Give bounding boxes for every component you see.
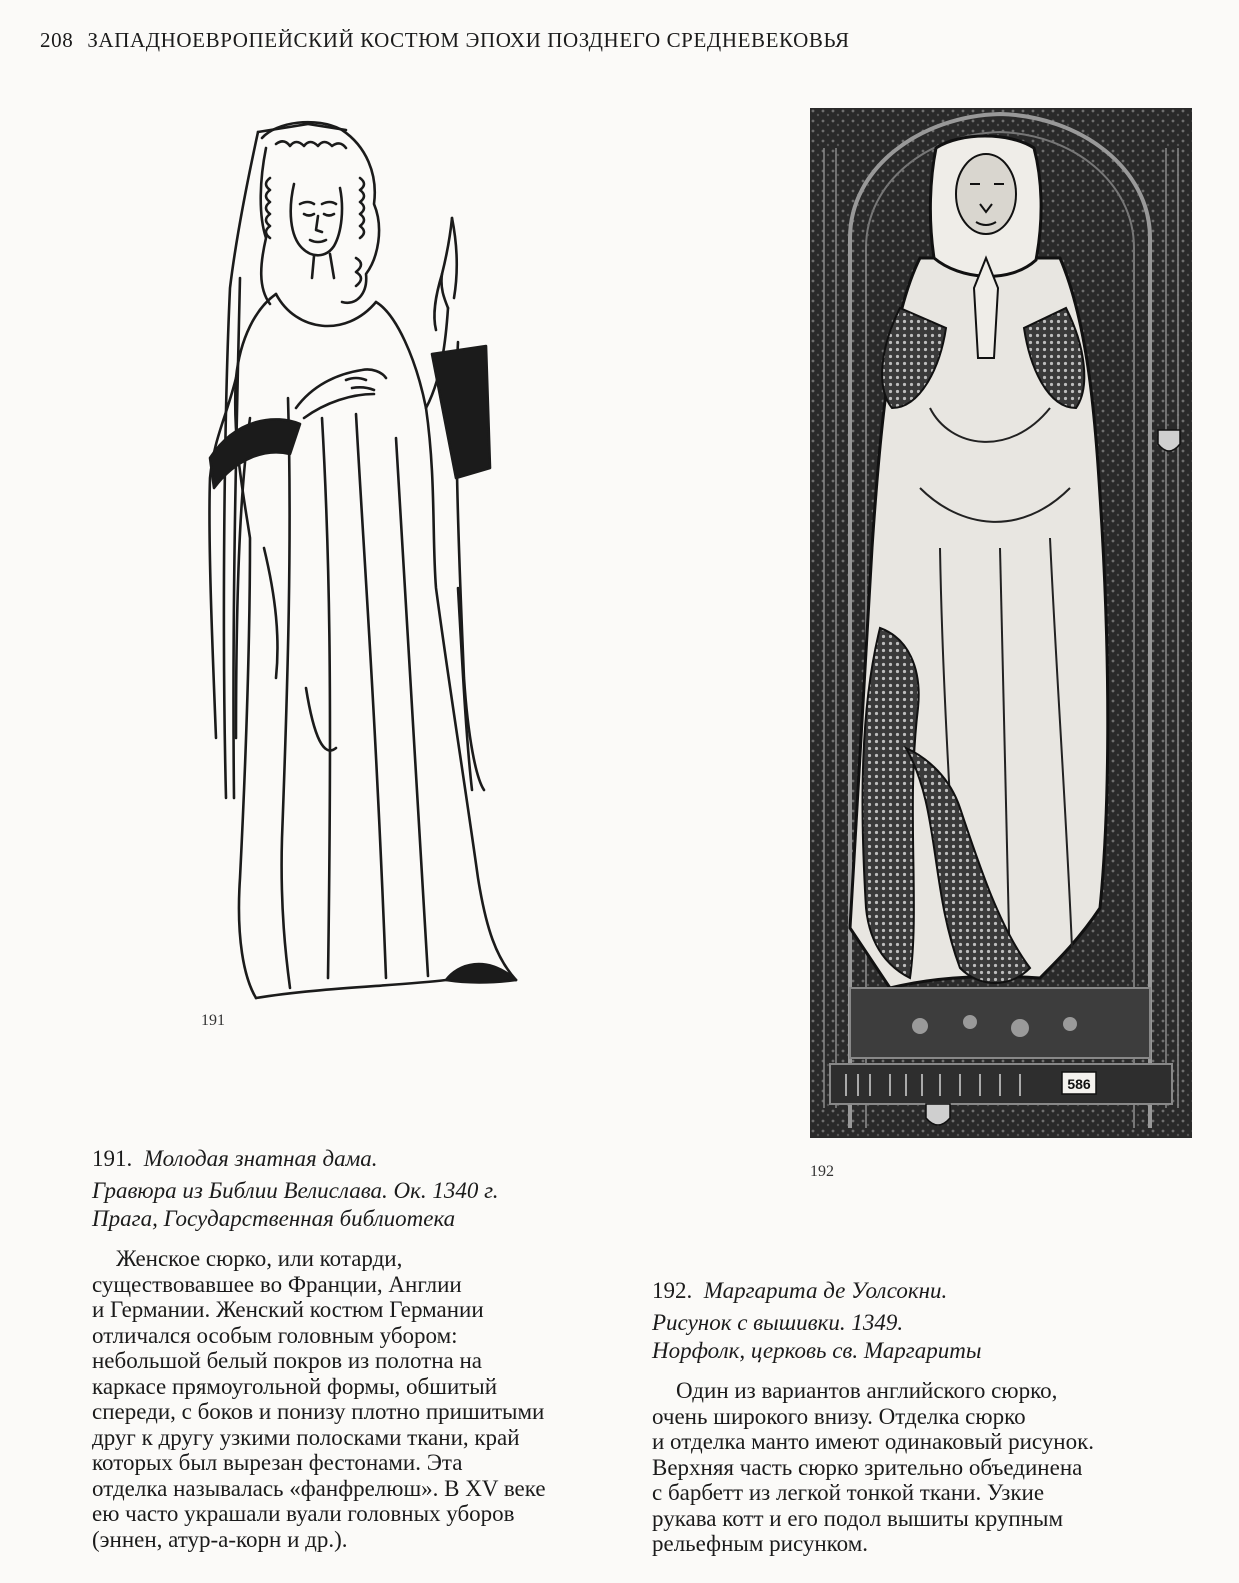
text-192-line: очень широкого внизу. Отделка сюрко <box>652 1403 1026 1429</box>
text-192-line: рельефным рисунком. <box>652 1531 869 1556</box>
caption-191-line-3: Прага, Государственная библиотека <box>92 1206 456 1231</box>
text-192 <box>652 1378 1222 1557</box>
caption-191 <box>92 1145 632 1233</box>
caption-191-line-2: Гравюра из Библии Велислава. Ок. 1340 г. <box>92 1178 499 1203</box>
text-191-line: спереди, с боков и понизу плотно пришитыми <box>92 1399 545 1424</box>
text-191-line: Женское сюрко, или котарди, <box>116 1246 403 1271</box>
plate-label: 586 <box>1067 1076 1091 1092</box>
text-191-line: существовавшее во Франции, Англии <box>92 1271 462 1297</box>
text-192-line: и отделка манто имеют одинаковый рисунок. <box>652 1429 1095 1454</box>
figure-191-drawing <box>196 118 532 1006</box>
caption-192-line-2: Рисунок с вышивки. 1349. <box>652 1310 904 1335</box>
text-191-line: друг к другу узкими полосками ткани, край <box>92 1424 520 1450</box>
page-number: 208 <box>40 28 74 52</box>
figure-191-label: 191 <box>201 1012 225 1029</box>
caption-191-number: 191. <box>92 1146 133 1171</box>
caption-192-line-1 <box>652 1277 1212 1305</box>
caption-192 <box>652 1277 1212 1365</box>
text-192-line: с барбетт из легкой тонкой ткани. Узкие <box>652 1480 1045 1505</box>
figure-192-label: 192 <box>810 1163 834 1180</box>
caption-192-number: 192. <box>652 1278 693 1303</box>
figure-192-image <box>810 108 1192 1138</box>
caption-192-title: Маргарита де Уолсокни. <box>703 1278 948 1303</box>
text-191-line: которых был вырезан фестонами. Эта <box>92 1450 463 1475</box>
text-191-line: небольшой белый покров из полотна на <box>92 1348 483 1373</box>
text-191 <box>92 1246 632 1552</box>
caption-192-line-3: Норфолк, церковь св. Маргариты <box>652 1338 982 1363</box>
text-192-line: Верхняя часть сюрко зрительно объединена <box>652 1454 1083 1480</box>
text-191-line: ею часто украшали вуали головных уборов <box>92 1501 515 1526</box>
text-191-line: и Германии. Женский костюм Германии <box>92 1297 484 1322</box>
text-192-line: рукава котт и его подол вышиты крупным <box>652 1505 1064 1531</box>
text-191-line: отделка называлась «фанфрелюш». В XV веке <box>92 1475 546 1501</box>
text-192-line: Один из вариантов английского сюрко, <box>676 1378 1058 1403</box>
caption-191-line-1 <box>92 1145 632 1173</box>
running-title: ЗАПАДНОЕВРОПЕЙСКИЙ КОСТЮМ ЭПОХИ ПОЗДНЕГО СРЕДНЕВЕКОВЬЯ <box>87 28 850 52</box>
running-head <box>40 28 850 53</box>
text-191-line: каркасе прямоугольной формы, обшитый <box>92 1373 498 1399</box>
text-191-line: отличался особым головным убором: <box>92 1322 458 1348</box>
text-191-line: (эннен, атур-а-корн и др.). <box>92 1526 348 1552</box>
caption-191-title: Молодая знатная дама. <box>143 1146 378 1171</box>
